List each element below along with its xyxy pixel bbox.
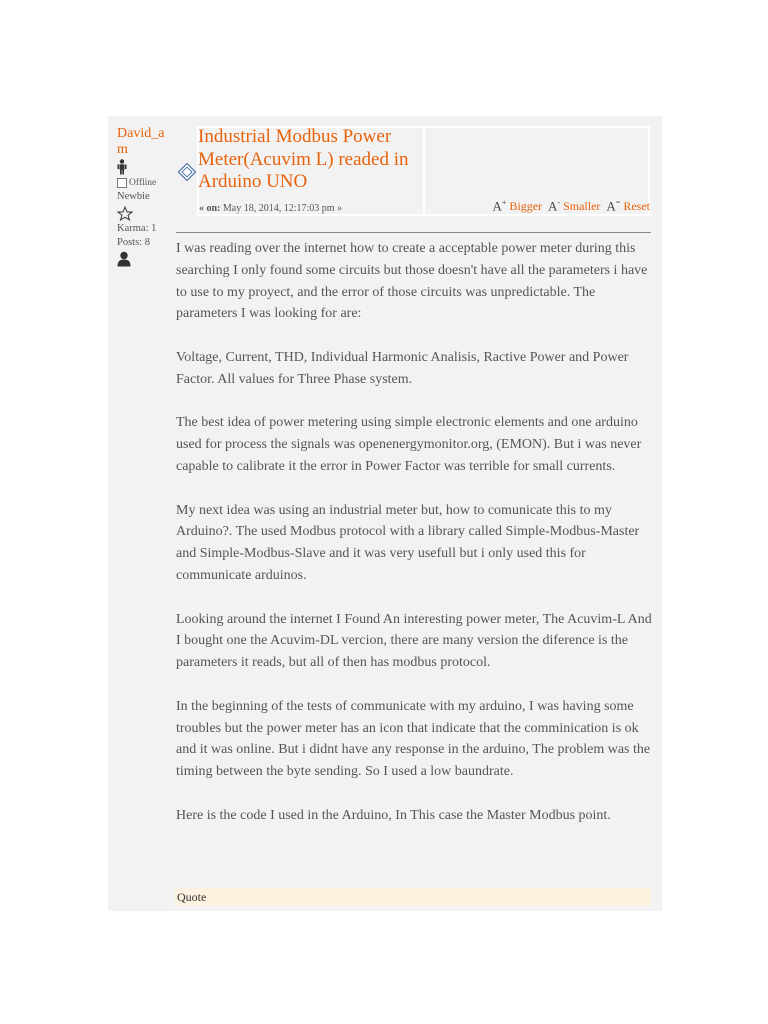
member-figure-icon bbox=[117, 158, 169, 176]
post-paragraph: Voltage, Current, THD, Individual Harmonic Analisis, Ractive Power and Power Factor. All values for Three Phase system. bbox=[176, 349, 629, 387]
font-size-controls bbox=[492, 198, 650, 214]
date-value: May 18, 2014, 12:17:03 pm » bbox=[222, 203, 343, 214]
status-label: Offline bbox=[129, 178, 157, 188]
message-icon bbox=[177, 162, 197, 187]
font-reset-icon: A= bbox=[606, 198, 621, 214]
font-bigger-link[interactable]: Bigger bbox=[509, 198, 543, 213]
poster-info bbox=[117, 126, 169, 268]
profile-icon[interactable] bbox=[117, 250, 169, 268]
post-paragraph: I was reading over the internet how to create a acceptable power meter during this searching I only found some circuits but those doesn't have all the parameters i have to use to my proyect, and the error of those circuits was unpredictable. The parameters I was looking for are: bbox=[176, 241, 648, 322]
poster-name-link[interactable]: David_am bbox=[117, 126, 165, 157]
member-rank: Newbie bbox=[117, 191, 150, 202]
rank-star-icon bbox=[117, 204, 169, 222]
online-status bbox=[117, 176, 169, 190]
forum-post bbox=[108, 116, 662, 911]
date-prefix: « on: bbox=[199, 203, 221, 214]
offline-status-icon bbox=[117, 178, 127, 188]
post-body bbox=[176, 238, 652, 848]
header-separator bbox=[176, 232, 651, 233]
post-paragraph: In the beginning of the tests of communicate with my arduino, I was having some troubles but the power meter has an icon that indicate that the comminication is ok and it was online. But i didnt have any response in the arduino, The problem was the timing between the byte sending. So I used a low baundrate. bbox=[176, 698, 651, 780]
font-bigger-icon: A+ bbox=[492, 198, 507, 214]
post-paragraph: The best idea of power metering using simple electronic elements and one arduino used for process the signals was openenergymonitor.org, (EMON). But i was never capable to calibrate it the error in Power Factor was terrible for small currents. bbox=[176, 415, 642, 474]
font-reset-link[interactable]: Reset bbox=[623, 198, 650, 213]
post-date bbox=[199, 203, 342, 214]
post-paragraph: My next idea was using an industrial meter but, how to comunicate this to my Arduino?. The used Modbus protocol with a library called Simple-Modbus-Master and Simple-Modbus-Slave and it was very usefull but i only used this for communicate arduinos. bbox=[176, 502, 640, 583]
quote-header: Quote bbox=[175, 888, 651, 906]
post-paragraph: Looking around the internet I Found An interesting power meter, The Acuvim-L And I bought one the Acuvim-DL vercion, there are many version the diference is the parameters it reads, but all of then has modbus protocol. bbox=[176, 611, 652, 671]
karma-count: Karma: 1 bbox=[117, 223, 157, 234]
post-title-link[interactable]: Industrial Modbus Power Meter(Acuvim L) readed in Arduino UNO bbox=[198, 126, 409, 192]
post-paragraph: Here is the code I used in the Arduino, In This case the Master Modbus point. bbox=[176, 807, 611, 823]
post-count: Posts: 8 bbox=[117, 237, 150, 248]
font-smaller-link[interactable]: Smaller bbox=[563, 198, 601, 213]
font-smaller-icon: A- bbox=[548, 198, 561, 214]
